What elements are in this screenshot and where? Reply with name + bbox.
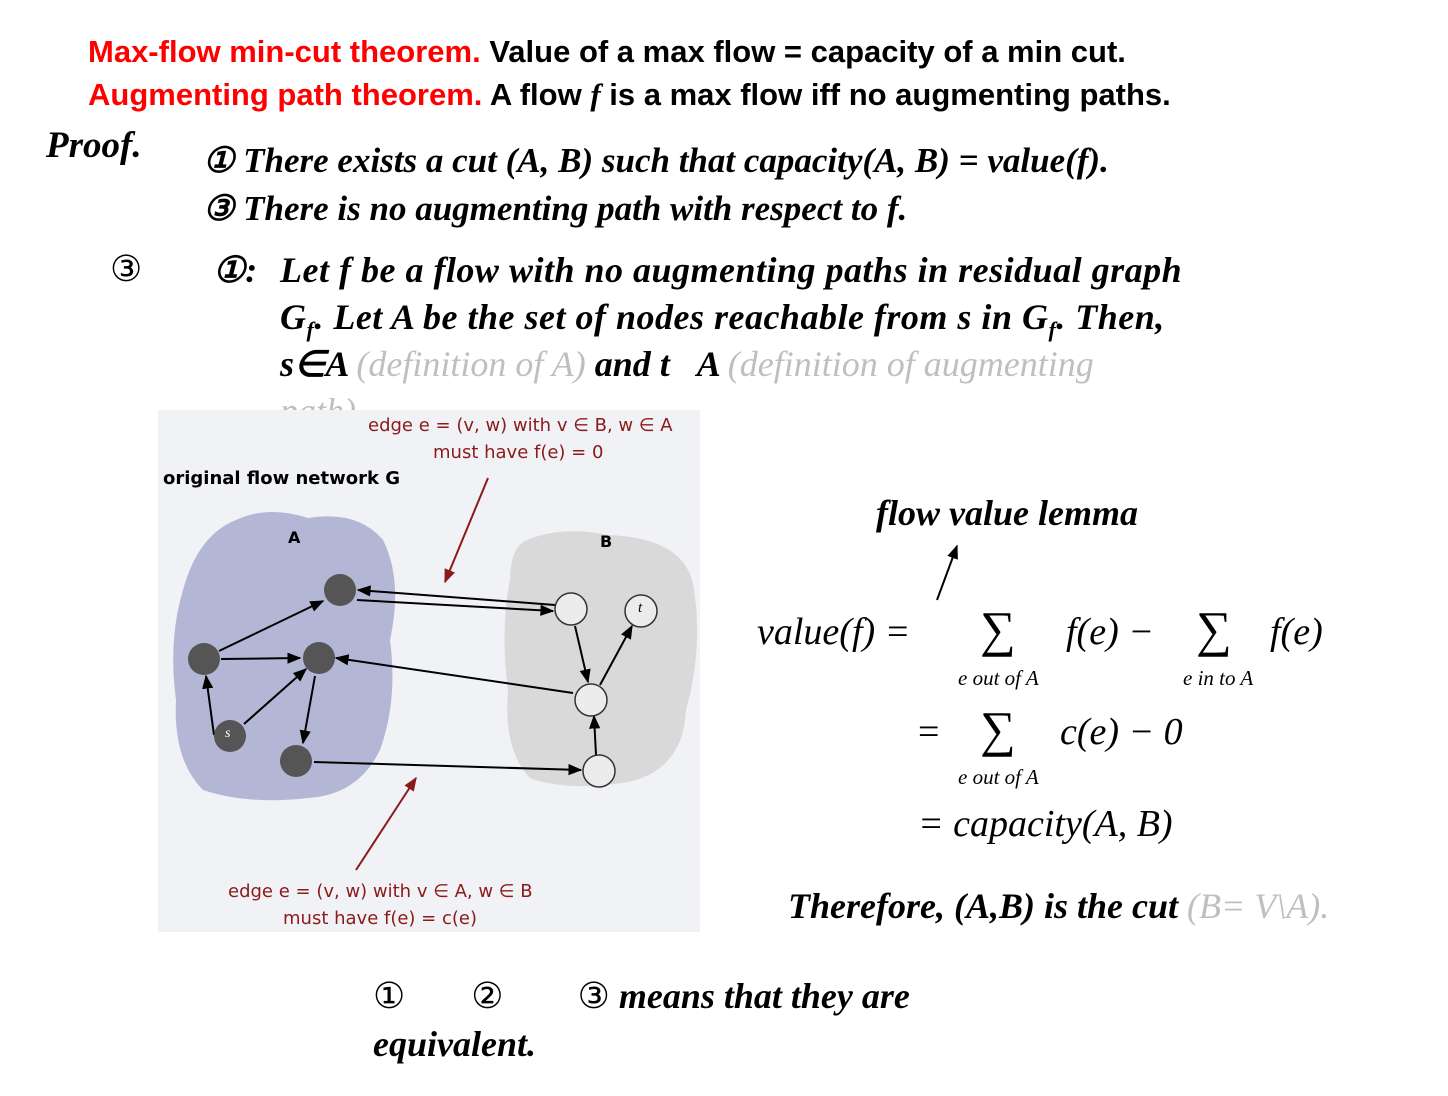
footer-line-2: equivalent. xyxy=(373,1024,536,1064)
augmenting-text-pre: A flow xyxy=(489,77,591,112)
annotation-arrow-bottom xyxy=(356,778,416,870)
step-marker: ①: xyxy=(213,250,258,290)
figure-title: original flow network G xyxy=(163,468,400,489)
step-line-2-sub: f xyxy=(306,317,315,343)
footer-circle-1: ① xyxy=(373,976,406,1017)
step-line-2-sub2: f xyxy=(1048,317,1057,343)
eq-sum-3: ∑ xyxy=(980,701,1016,757)
step-line-1: Let f be a flow with no augmenting paths in residual graph xyxy=(280,250,1183,290)
node-b3 xyxy=(583,755,615,787)
step-line-2-b: . Let A be the set of nodes reachable from s in G xyxy=(314,297,1049,337)
top-annotation-line-2: must have f(e) = 0 xyxy=(433,442,604,463)
step-line-2 xyxy=(280,296,1165,343)
proof-item-1: ① There exists a cut (A, B) such that capacity(A, B) = value(f). xyxy=(203,141,1109,180)
proof-item-3: ③ There is no augmenting path with respect to f. xyxy=(203,189,908,228)
lemma-pointer-arrow xyxy=(925,540,965,604)
edge-a1-to-a3 xyxy=(221,658,300,659)
node-t-label: t xyxy=(638,600,643,616)
step-line-2-c: . Then, xyxy=(1056,297,1165,337)
node-s-label: s xyxy=(225,726,231,741)
footer-text-1: means that they are xyxy=(618,976,910,1016)
augmenting-text-post: is a max flow iff no augmenting paths. xyxy=(600,77,1171,112)
step-line-3-def2: (definition of augmenting xyxy=(727,344,1094,384)
node-b1 xyxy=(555,593,587,625)
step-line-3-c: A xyxy=(696,344,719,384)
maxflow-theorem-line xyxy=(88,34,1126,70)
eq-sub-1: e out of A xyxy=(958,666,1039,690)
eq-sum-2: ∑ xyxy=(1196,601,1232,657)
footer-circle-2: ② xyxy=(471,976,504,1017)
top-annotation-line-1: edge e = (v, w) with v ∈ B, w ∈ A xyxy=(368,415,673,436)
eq-term-2: f(e) xyxy=(1270,611,1323,653)
eq-lhs: value(f) = xyxy=(757,611,911,653)
node-a4 xyxy=(280,745,312,777)
maxflow-theorem-text: Value of a max flow = capacity of a min cut. xyxy=(489,34,1126,69)
conclusion-text: Therefore, (A,B) is the cut xyxy=(788,886,1178,926)
node-a3 xyxy=(303,642,335,674)
step-circle-3: ③ xyxy=(110,249,143,290)
step-line-2-a: G xyxy=(280,297,307,337)
lemma-label: flow value lemma xyxy=(876,493,1138,533)
proof-label: Proof. xyxy=(46,125,142,166)
eq-sub-2: e in to A xyxy=(1183,666,1254,690)
eq-equals: = xyxy=(918,711,940,753)
augmenting-theorem-line xyxy=(88,77,1171,113)
conclusion-line xyxy=(788,885,1329,927)
eq-capacity: = capacity(A, B) xyxy=(918,803,1173,845)
flow-network-figure xyxy=(158,410,700,932)
eq-term-3: c(e) − 0 xyxy=(1060,711,1183,753)
eq-sum-1: ∑ xyxy=(980,601,1016,657)
node-a1 xyxy=(188,643,220,675)
step-line-3-b: and t xyxy=(594,344,670,384)
eq-sub-3: e out of A xyxy=(958,765,1039,789)
step-line-3-def1: (definition of A) xyxy=(356,344,586,384)
footer-line-1 xyxy=(373,975,910,1017)
step-line-3 xyxy=(280,343,1094,385)
bottom-annotation-line-1: edge e = (v, w) with v ∈ A, w ∈ B xyxy=(228,881,533,902)
augmenting-text-f: f xyxy=(590,77,601,112)
eq-term-1: f(e) − xyxy=(1066,611,1154,653)
step-line-3-a: s∈A xyxy=(280,344,348,384)
annotation-arrow-top xyxy=(445,478,488,582)
footer-circle-3: ③ xyxy=(577,976,610,1017)
set-a-label: A xyxy=(288,528,301,547)
node-b2 xyxy=(575,684,607,716)
region-b xyxy=(504,531,697,786)
bottom-annotation-line-2: must have f(e) = c(e) xyxy=(283,908,477,929)
set-b-label: B xyxy=(600,532,613,551)
augmenting-theorem-label: Augmenting path theorem. xyxy=(88,77,483,112)
maxflow-theorem-label: Max-flow min-cut theorem. xyxy=(88,34,481,69)
node-a2 xyxy=(324,574,356,606)
conclusion-note: (B= V\A). xyxy=(1186,886,1330,926)
